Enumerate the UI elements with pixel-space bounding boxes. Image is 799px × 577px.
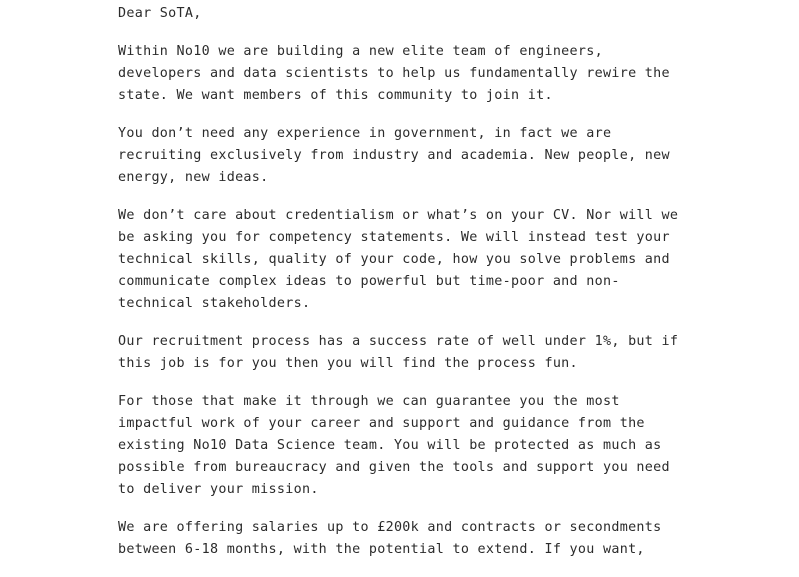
paragraph-line: between 6-18 months, with the potential to extend. If you want, <box>118 542 645 557</box>
paragraph-line: We don’t care about credentialism or what’s on your CV. Nor will we <box>118 208 679 223</box>
paragraph-4 <box>118 331 718 375</box>
paragraph-line: recruiting exclusively from industry and academia. New people, new <box>118 148 670 163</box>
paragraph-2 <box>118 123 718 189</box>
paragraph-line: Our recruitment process has a success rate of well under 1%, but if <box>118 334 679 349</box>
paragraph-1 <box>118 41 718 107</box>
paragraph-line: Within No10 we are building a new elite team of engineers, <box>118 44 603 59</box>
paragraph-line: this job is for you then you will find the process fun. <box>118 356 578 371</box>
paragraph-line: technical stakeholders. <box>118 296 311 311</box>
paragraph-5 <box>118 391 718 501</box>
paragraph-line: energy, new ideas. <box>118 170 269 185</box>
paragraph-line: state. We want members of this community to join it. <box>118 88 553 103</box>
paragraph-line: existing No10 Data Science team. You will be protected as much as <box>118 438 662 453</box>
paragraph-line: We are offering salaries up to £200k and contracts or secondments <box>118 520 662 535</box>
paragraph-line: For those that make it through we can guarantee you the most <box>118 394 620 409</box>
letter-body <box>118 3 718 577</box>
paragraph-line: developers and data scientists to help us fundamentally rewire the <box>118 66 670 81</box>
paragraph-3 <box>118 205 718 315</box>
salutation: Dear SoTA, <box>118 6 202 21</box>
paragraph-6 <box>118 517 718 561</box>
paragraph-line: technical skills, quality of your code, how you solve problems and <box>118 252 670 267</box>
paragraph-line: impactful work of your career and support and guidance from the <box>118 416 645 431</box>
paragraph-line: communicate complex ideas to powerful but time-poor and non- <box>118 274 620 289</box>
paragraph-line: possible from bureaucracy and given the tools and support you need <box>118 460 670 475</box>
paragraph-line: be asking you for competency statements. We will instead test your <box>118 230 670 245</box>
paragraph-line: You don’t need any experience in government, in fact we are <box>118 126 612 141</box>
paragraph-line: to deliver your mission. <box>118 482 319 497</box>
